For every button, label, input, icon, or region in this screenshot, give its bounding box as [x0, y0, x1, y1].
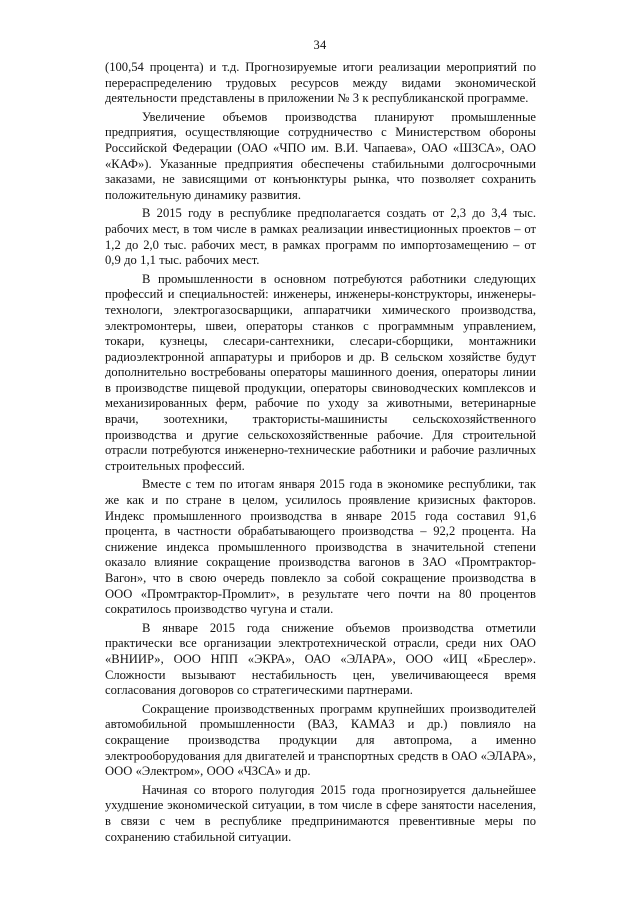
paragraph-1: (100,54 процента) и т.д. Прогнозируемые итоги реализации мероприятий по перераспределению трудовых ресурсов между видами экономической деятельности представлены в приложении № 3 к республиканской программе.: [105, 60, 536, 106]
paragraph-7: Сокращение производственных программ крупнейших производителей автомобильной промышленности (ВАЗ, КАМАЗ и др.) повлияло на сокращение производства продукции для автопрома, а именно электрооборудования для двигателей и транспортных средств в ОАО «ЭЛАРА», ООО «Электром», ООО «ЧЗСА» и др.: [105, 701, 536, 779]
paragraph-8: Начиная со второго полугодия 2015 года прогнозируется дальнейшее ухудшение экономической ситуации, в том числе в сфере занятости населения, в связи с чем в республике предпринимаются превентивные меры по сохранению стабильной ситуации.: [105, 782, 536, 844]
paragraph-6: В январе 2015 года снижение объемов производства отметили практически все организации электротехнической отрасли, среди них ОАО «ВНИИР», ООО НПП «ЭКРА», ОАО «ЭЛАРА», ООО «ИЦ «Бреслер». Сложности вызывают нестабильность цен, увеличивающееся время согласования договоров со стратегическими партнерами.: [105, 620, 536, 698]
paragraph-3: В 2015 году в республике предполагается создать от 2,3 до 3,4 тыс. рабочих мест, в том числе в рамках реализации инвестиционных проектов – от 1,2 до 2,0 тыс. рабочих мест, в рамках программ по импортозамещению – от 0,9 до 1,1 тыс. рабочих мест.: [105, 206, 536, 268]
paragraph-2: Увеличение объемов производства планируют промышленные предприятия, осуществляющие сотрудничество с Министерством обороны Российской Федерации (ОАО «ЧПО им. В.И. Чапаева», ОАО «ШЗСА», ОАО «КАФ»). Указанные предприятия обеспечены стабильными долгосрочными заказами, не зависящими от конъюнктуры рынка, что позволяет сохранить положительную динамику развития.: [105, 109, 536, 202]
paragraph-4: В промышленности в основном потребуются работники следующих профессий и специальностей: инженеры, инженеры-конструкторы, инженеры-технологи, электрогазосварщики, аппаратчики химического производства, электромонтеры, швеи, операторы станков с программным управлением, токари, кузнецы, слесари-сантехники, слесари-сборщики, монтажники радиоэлектронной аппаратуры и приборов и др. В сельском хозяйстве будут дополнительно востребованы операторы машинного доения, операторы линии в производстве пищевой продукции, операторы свиноводческих комплексов и механизированных ферм, рабочие по уходу за животными, ветеринарные врачи, зоотехники, трактористы-машинисты сельскохозяйственного производства и другие сельскохозяйственные рабочие. Для строительной отрасли потребуются инженерно-технические работники и рабочие различных строительных профессий.: [105, 271, 536, 473]
paragraph-5: Вместе с тем по итогам января 2015 года в экономике республики, так же как и по стране в целом, усилилось проявление кризисных факторов. Индекс промышленного производства в январе 2015 года составил 91,6 процента, в частности обрабатывающего производства – 92,2 процента. На снижение индекса промышленного производства в значительной степени оказало влияние сокращение производства вагонов в ЗАО «Промтрактор-Вагон», что в свою очередь повлекло за собой сокращение производства в ООО «Промтрактор-Промлит», в результате чего почти на 80 процентов сократилось производство чугуна и стали.: [105, 477, 536, 617]
page-number: 34: [313, 38, 327, 52]
document-body: [105, 60, 536, 845]
